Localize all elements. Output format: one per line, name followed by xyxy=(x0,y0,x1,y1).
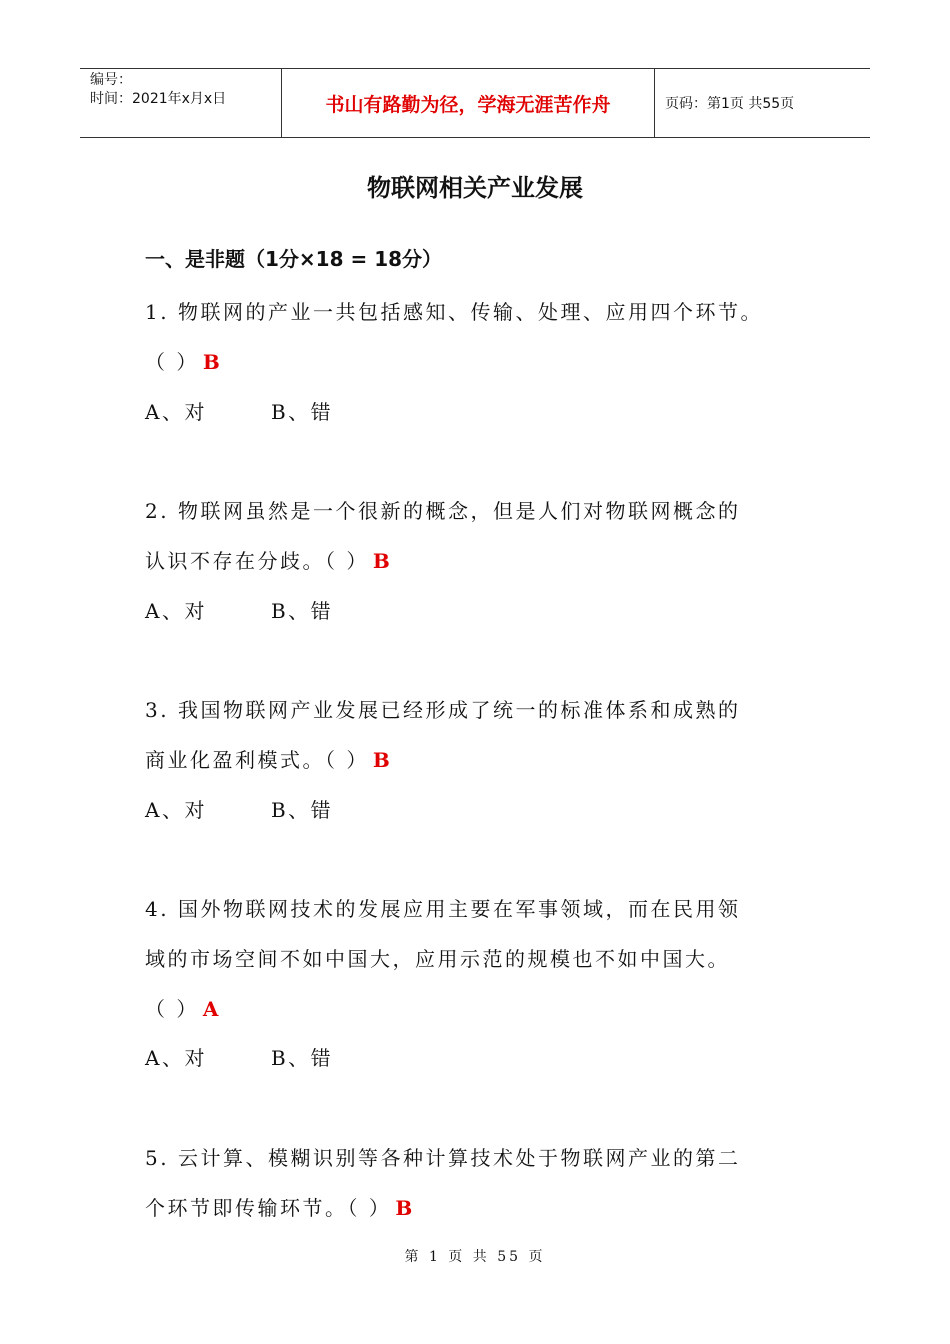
question-4-blank: （ ） xyxy=(145,997,199,1021)
question-4-line-1: 4. 国外物联网技术的发展应用主要在军事领域，而在民用领 xyxy=(145,897,741,921)
question-2-text: 认识不存在分歧。（ ） xyxy=(145,549,369,573)
question-3-text: 商业化盈利模式。（ ） xyxy=(145,748,369,772)
question-3-answer: B xyxy=(372,748,390,772)
question-1-line-2 xyxy=(145,346,220,375)
header-page-info: 页码：第1页 共55页 xyxy=(665,96,795,112)
question-4-line-3 xyxy=(145,993,218,1022)
question-5-answer: B xyxy=(395,1196,413,1220)
page-footer: 第 1 页 共 55 页 xyxy=(404,1249,546,1265)
question-2-line-1: 2. 物联网虽然是一个很新的概念，但是人们对物联网概念的 xyxy=(145,499,741,523)
option-a: A、对 xyxy=(145,1046,207,1070)
option-a: A、对 xyxy=(145,400,207,424)
option-b: B、错 xyxy=(270,798,334,822)
option-b: B、错 xyxy=(270,599,334,623)
question-2-answer: B xyxy=(372,549,390,573)
question-2-line-2 xyxy=(145,545,390,574)
page-header xyxy=(80,68,870,138)
header-motto: 书山有路勤为径，学海无涯苦作舟 xyxy=(282,69,655,137)
option-a: A、对 xyxy=(145,798,207,822)
option-a: A、对 xyxy=(145,599,207,623)
question-3-line-1: 3. 我国物联网产业发展已经形成了统一的标准体系和成熟的 xyxy=(145,698,741,722)
question-4-options xyxy=(145,1042,333,1071)
question-1-blank: （ ） xyxy=(145,350,199,374)
section-heading: 一、是非题（1分×18 = 18分） xyxy=(145,247,443,271)
question-1-answer: B xyxy=(202,350,220,374)
question-1-options xyxy=(145,396,333,425)
question-1-line-1: 1. 物联网的产业一共包括感知、传输、处理、应用四个环节。 xyxy=(145,300,763,324)
question-5-line-2 xyxy=(145,1192,412,1221)
document-title: 物联网相关产业发展 xyxy=(367,174,583,202)
doc-time-label: 时间：2021年x月x日 xyxy=(90,91,227,107)
question-4-line-2: 域的市场空间不如中国大，应用示范的规模也不如中国大。 xyxy=(145,947,730,971)
doc-number-label: 编号： xyxy=(90,72,132,88)
header-meta xyxy=(80,69,282,137)
option-b: B、错 xyxy=(270,400,334,424)
question-3-line-2 xyxy=(145,744,390,773)
question-4-answer: A xyxy=(202,997,219,1021)
question-5-line-1: 5. 云计算、模糊识别等各种计算技术处于物联网产业的第二 xyxy=(145,1146,741,1170)
question-3-options xyxy=(145,794,333,823)
option-b: B、错 xyxy=(270,1046,334,1070)
question-5-text: 个环节即传输环节。（ ） xyxy=(145,1196,392,1220)
question-2-options xyxy=(145,595,333,624)
